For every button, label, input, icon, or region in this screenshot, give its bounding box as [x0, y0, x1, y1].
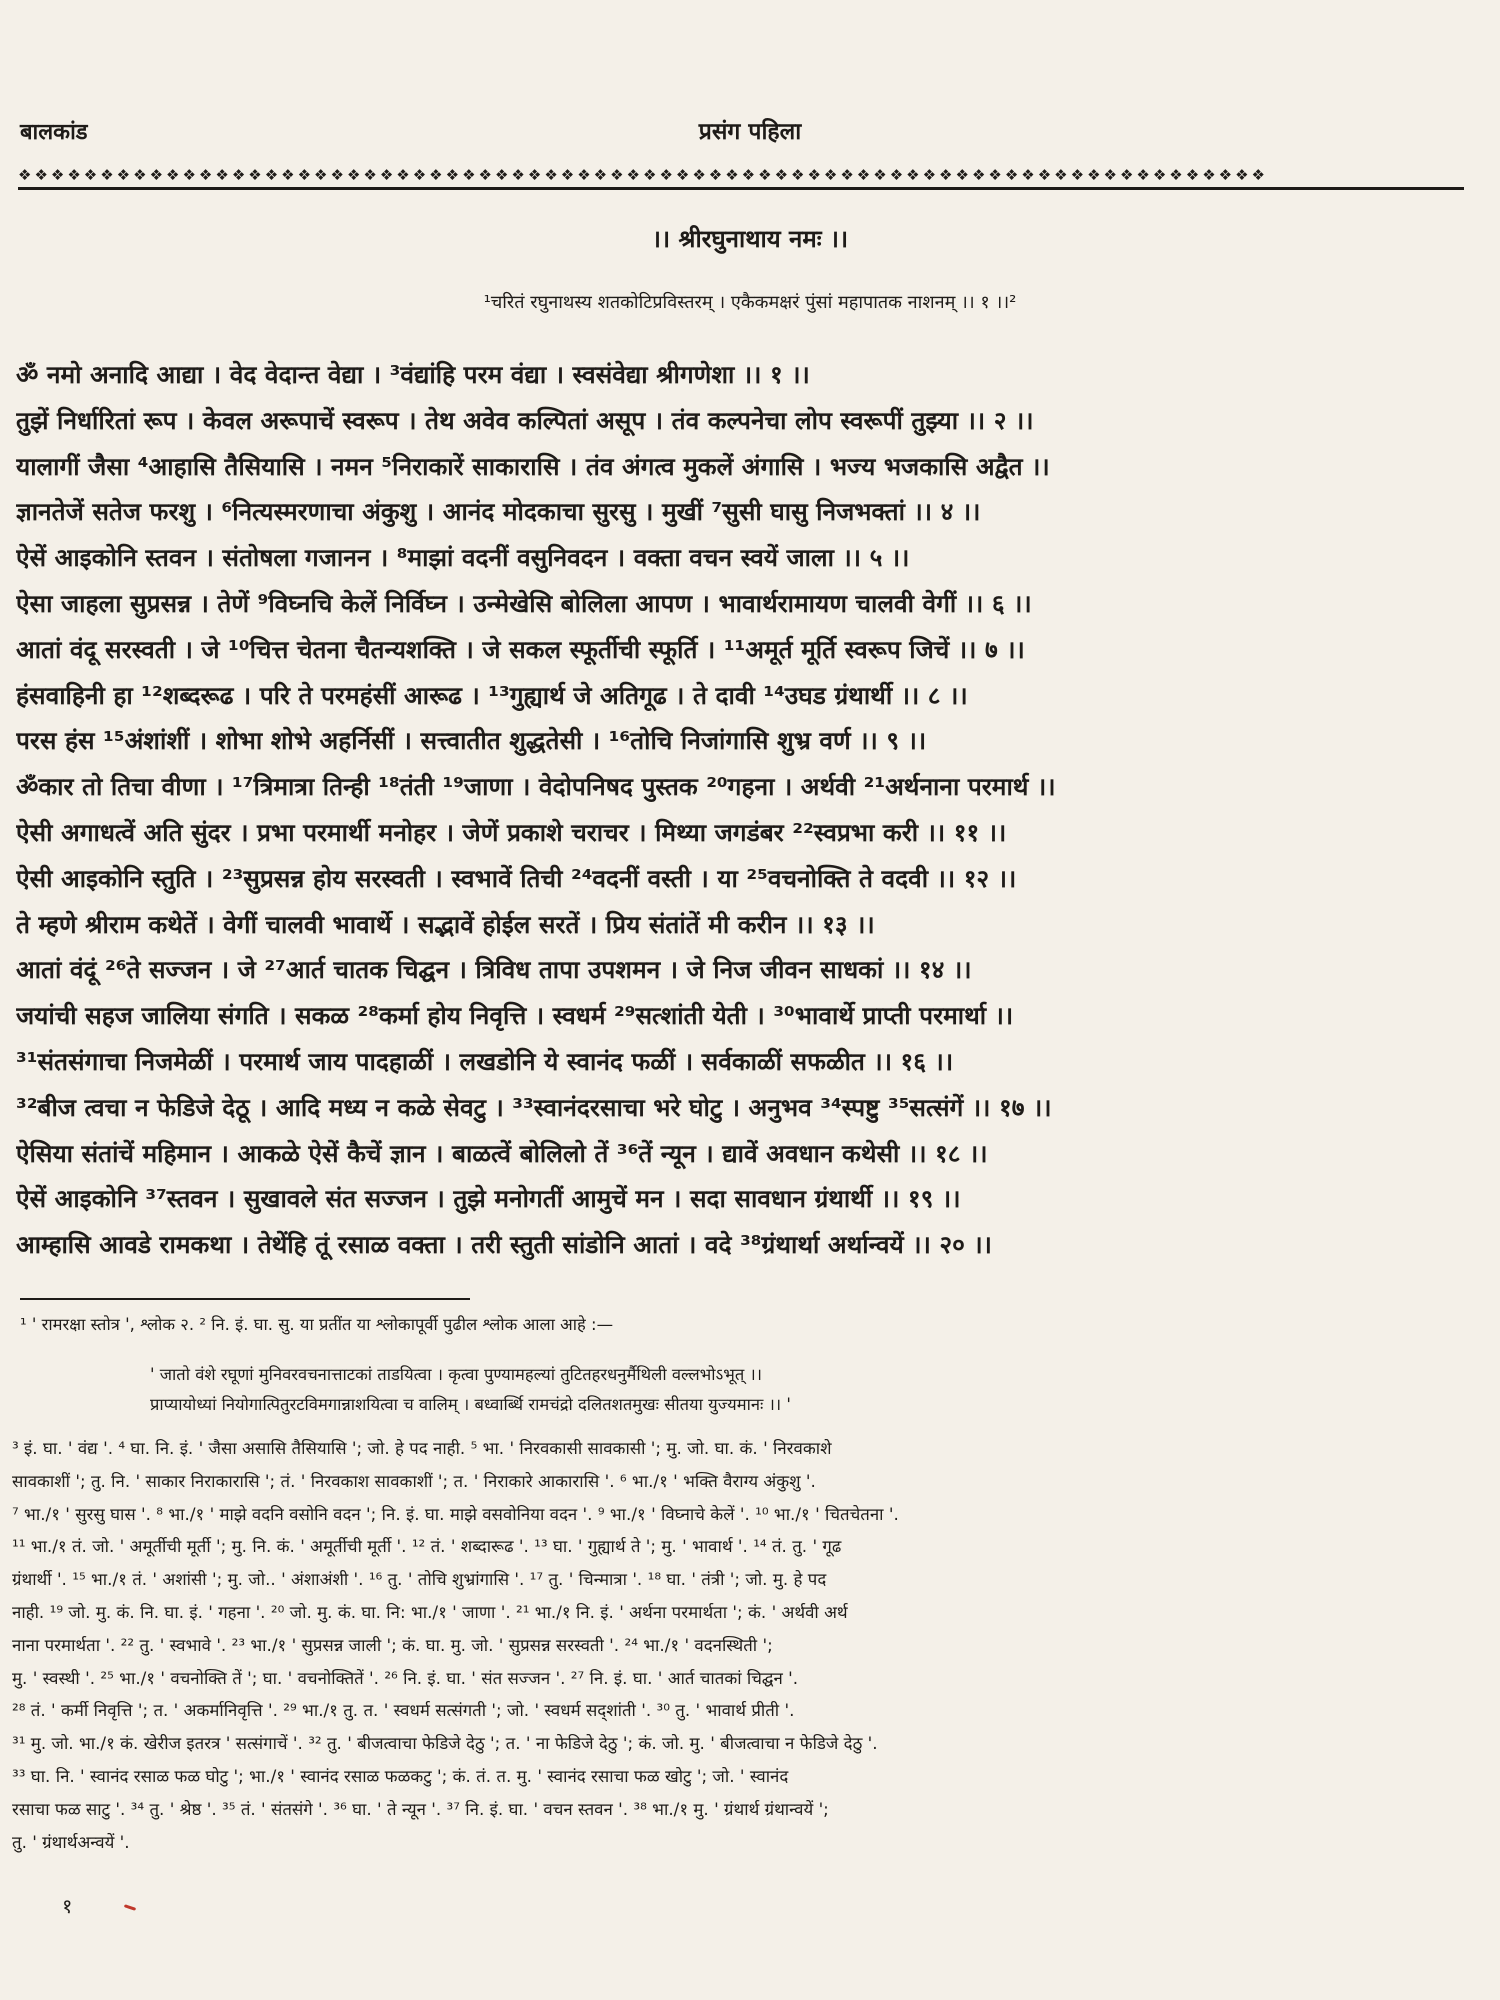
invocation: ।। श्रीरघुनाथाय नमः ।। [651, 225, 849, 253]
verse-line: ते म्हणे श्रीराम कथेतें । वेगीं चालवी भावार्थे । सद्भावें होईल सरतें । प्रिय संतांतें मी करीन ।। १३ ।। [16, 909, 875, 939]
variant-line: ³³ घा. नि. ' स्वानंद रसाळ फळ घोटु '; भा./१ ' स्वानंद रसाळ फळकटु '; कं. तं. त. मु. ' स्वानंद रसाचा फळ खोटु '; जो. ' स्वानंद [12, 1765, 789, 1786]
variant-line: सावकाशीं '; तु. नि. ' साकार निराकारासि '; तं. ' निरवकाश सावकाशीं '; त. ' निराकारे आकारासि '. ⁶ भा./१ ' भक्ति वैराग्य अंकुशु '. [12, 1470, 816, 1491]
verse-line: ³¹संतसंगाचा निजमेळीं । परमार्थ जाय पादहाळीं । लखडोनि ये स्वानंद फळीं । सर्वकाळीं सफळीत ।। १६ ।। [16, 1046, 954, 1076]
variant-line: ³¹ मु. जो. भा./१ कं. खेरीज इतरत्र ' सत्संगाचें '. ³² तु. ' बीजत्वाचा फेडिजे देठु '; त. ' ना फेडिजे देठु '; कं. जो. मु. ' बीजत्वाचा न फेडिजे देठु '. [12, 1733, 878, 1754]
verse-line: परस हंस ¹⁵अंशांशीं । शोभा शोभे अहर्निसीं । सत्त्वातीत शुद्धतेसी । ¹⁶तोचि निजांगासि शुभ्र वर्ण ।। ९ ।। [16, 726, 927, 756]
verse-line: आतां वंदू सरस्वती । जे ¹⁰चित्त चेतना चैतन्यशक्ति । जे सकल स्फूर्तीची स्फूर्ति । ¹¹अमूर्त मूर्ति स्वरूप जिचें ।। ७ ।। [16, 634, 1025, 664]
footnote-quote-line: प्राप्यायोध्यां नियोगात्पितुरटविमगान्नाशयित्वा च वालिम् । बध्वार्ब्धि रामचंद्रो दलितशतमुखः सीतया युज्यमानः ।। ' [150, 1395, 791, 1414]
verse-line: यालागीं जैसा ⁴आहासि तैसियासि । नमन ⁵निराकारें साकारासि । तंव अंगत्व मुकलें अंगासि । भज्य भजकासि अद्वैत ।। [16, 451, 1050, 481]
variant-line: ³ इं. घा. ' वंद्य '. ⁴ घा. नि. इं. ' जैसा असासि तैसियासि '; जो. हे पद नाही. ⁵ भा. ' निरवकासी सावकासी '; मु. जो. घा. कं. ' निरवकाशे [12, 1438, 832, 1458]
variant-line: ¹¹ भा./१ तं. जो. ' अमूर्तीची मूर्ती '; मु. नि. कं. ' अमूर्तीची मूर्ती '. ¹² तं. ' शब्दारूढ '. ¹³ घा. ' गुह्यार्थ ते '; मु. ' भावार्थ '. ¹⁴ तं. तु. ' गूढ [12, 1536, 842, 1557]
verse-line: तुझें निर्धारितां रूप । केवल अरूपाचें स्वरूप । तेथ अवेव कल्पितां असूप । तंव कल्पनेचा लोप स्वरूपीं तुझ्या ।। २ ।। [16, 405, 1034, 435]
verse-line: ³²बीज त्वचा न फेडिजे देठू । आदि मध्य न कळे सेवटु । ³³स्वानंदरसाचा भरे घोटु । अनुभव ³⁴स्पष्टु ³⁵सत्संगें ।। १७ ।। [16, 1092, 1052, 1122]
footnote-quote-line: ' जातो वंशे रघूणां मुनिवरवचनात्ताटकां ताडयित्वा । कृत्वा पुण्यामहल्यां तुटितहरधनुर्मैथिली वल्लभोऽभूत् ।। [150, 1365, 762, 1384]
verse-line: ज्ञानतेजें सतेज फरशु । ⁶नित्यस्मरणाचा अंकुशु । आनंद मोदकाचा सुरसु । मुखीं ⁷सुसी घासु निजभक्तां ।। ४ ।। [16, 497, 981, 527]
variant-line: रसाचा फळ साटु '. ³⁴ तु. ' श्रेष्ठ '. ³⁵ तं. ' संतसंगे '. ³⁶ घा. ' ते न्यून '. ³⁷ नि. इं. घा. ' वचन स्तवन '. ³⁸ भा./१ मु. ' ग्रंथार्थ ग्रंथान्वयें '; [12, 1798, 829, 1819]
ornament-border: ❖❖❖❖❖❖❖❖❖❖❖❖❖❖❖❖❖❖❖❖❖❖❖❖❖❖❖❖❖❖❖❖❖❖❖❖❖❖❖❖❖❖❖❖❖❖❖❖❖❖❖❖❖❖❖❖❖❖❖❖❖❖❖❖❖❖❖❖❖❖❖❖❖❖❖❖ [18, 163, 1464, 190]
footnote-source: ¹ ' रामरक्षा स्तोत्र ', श्लोक २. ² नि. इं. घा. सु. या प्रतींत या श्लोकापूर्वी पुढील श्लोक आला आहे :— [20, 1315, 614, 1334]
chapter-title: प्रसंग पहिला [698, 119, 802, 145]
ink-mark [124, 1904, 136, 1911]
variant-readings [12, 1432, 1480, 1858]
section-title: बालकांड [20, 120, 88, 145]
verse-line: ऐसिया संतांचें महिमान । आकळे ऐसें कैचें ज्ञान । बाळत्वें बोलिलो तें ³⁶तें न्यून । द्यावें अवधान कथेसी ।। १८ ।। [16, 1138, 988, 1168]
sanskrit-shloka: ¹चरितं रघुनाथस्य शतकोटिप्रविस्तरम् । एकैकमक्षरं पुंसां महापातक नाशनम् ।। १ ।।² [483, 292, 1017, 313]
variant-line: ग्रंथार्थी '. ¹⁵ भा./१ तं. ' अशांसी '; मु. जो.. ' अंशाअंशी '. ¹⁶ तु. ' तोचि शुभ्रांगासि '. ¹⁷ तु. ' चिन्मात्रा '. ¹⁸ घा. ' तंत्री '; जो. मु. हे पद [12, 1569, 827, 1590]
variant-line: ²⁸ तं. ' कर्मी निवृत्ति '; त. ' अकर्मानिवृत्ति '. ²⁹ भा./१ तु. त. ' स्वधर्म सत्संगती '; जो. ' स्वधर्म सद्शांती '. ³⁰ तु. ' भावार्थ प्रीती '. [12, 1700, 795, 1721]
verse-line: ऐसें आइकोनि ³⁷स्तवन । सुखावले संत सज्जन । तुझे मनोगतीं आमुचें मन । सदा सावधान ग्रंथार्थी ।। १९ ।। [16, 1184, 961, 1214]
variant-line: नाना परमार्थता '. ²² तु. ' स्वभावे '. ²³ भा./१ ' सुप्रसन्न जाली '; कं. घा. मु. जो. ' सुप्रसन्न सरस्वती '. ²⁴ भा./१ ' वदनस्थिती '; [12, 1634, 773, 1655]
verse-line: ऐसी आइकोनि स्तुति । ²³सुप्रसन्न होय सरस्वती । स्वभावें तिची ²⁴वदनीं वस्ती । या ²⁵वचनोक्ति ते वदवी ।। १२ ।। [16, 863, 1017, 893]
verse-line: आम्हासि आवडे रामकथा । तेथेंहि तूं रसाळ वक्ता । तरी स्तुती सांडोनि आतां । वदे ³⁸ग्रंथार्था अर्थान्वयें ।। २० ।। [16, 1230, 992, 1260]
variant-line: तु. ' ग्रंथार्थअन्वयें '. [12, 1831, 130, 1852]
variant-line: ⁷ भा./१ ' सुरसु घास '. ⁸ भा./१ ' माझे वदनि वसोनि वदन '; नि. इं. घा. माझे वसवोनिया वदन '. ⁹ भा./१ ' विघ्नाचे केलें '. ¹⁰ भा./१ ' चितचेतना '. [12, 1503, 899, 1524]
verse-line: जयांची सहज जालिया संगति । सकळ ²⁸कर्मा होय निवृत्ति । स्वधर्म ²⁹सत्शांती येती । ³⁰भावार्थे प्राप्ती परमार्था ।। [16, 1001, 1014, 1031]
variant-line: मु. ' स्वस्थी '. ²⁵ भा./१ ' वचनोक्ति तें '; घा. ' वचनोक्तितें '. ²⁶ नि. इं. घा. ' संत सज्जन '. ²⁷ नि. इं. घा. ' आर्त चातकां चिद्घन '. [12, 1667, 799, 1688]
variant-line: नाही. ¹⁹ जो. मु. कं. नि. घा. इं. ' गहना '. ²⁰ जो. मु. कं. घा. नि: भा./१ ' जाणा '. ²¹ भा./१ नि. इं. ' अर्थना परमार्थता '; कं. ' अर्थवी अर्थ [12, 1601, 848, 1622]
verse-line: ॐ नमो अनादि आद्या । वेद वेदान्त वेद्या । ³वंद्यांहि परम वंद्या । स्वसंवेद्या श्रीगणेशा ।। १ ।। [16, 360, 810, 389]
footnote-divider [20, 1298, 470, 1300]
page-number: १ [62, 1894, 73, 1918]
verse-line: हंसवाहिनी हा ¹²शब्दरूढ । परि ते परमहंसीं आरूढ । ¹³गुह्यार्थ जे अतिगूढ । ते दावी ¹⁴उघड ग्रंथार्थी ।। ८ ।। [16, 680, 968, 710]
verse-line: आतां वंदूं ²⁶ते सज्जन । जे ²⁷आर्त चातक चिद्घन । त्रिविध तापा उपशमन । जे निज जीवन साधकां ।। १४ ।। [16, 955, 972, 985]
verse-line: ॐकार तो तिचा वीणा । ¹⁷त्रिमात्रा तिन्ही ¹⁸तंती ¹⁹जाणा । वेदोपनिषद पुस्तक ²⁰गहना । अर्थवी ²¹अर्थनाना परमार्थ ।। [16, 772, 1056, 802]
verse-line: ऐसें आइकोनि स्तवन । संतोषला गजानन । ⁸माझां वदनीं वसुनिवदन । वक्ता वचन स्वयें जाला ।। ५ ।। [16, 543, 910, 573]
verse-line: ऐसा जाहला सुप्रसन्न । तेणें ⁹विघ्नचि केलें निर्विघ्न । उन्मेखेसि बोलिला आपण । भावार्थरामायण चालवी वेगीं ।। ६ ।। [16, 588, 1032, 618]
verse-list [16, 352, 1486, 1268]
verse-line: ऐसी अगाधत्वें अति सुंदर । प्रभा परमार्थी मनोहर । जेणें प्रकाशे चराचर । मिथ्या जगडंबर ²²स्वप्रभा करी ।। ११ ।। [16, 817, 1007, 847]
